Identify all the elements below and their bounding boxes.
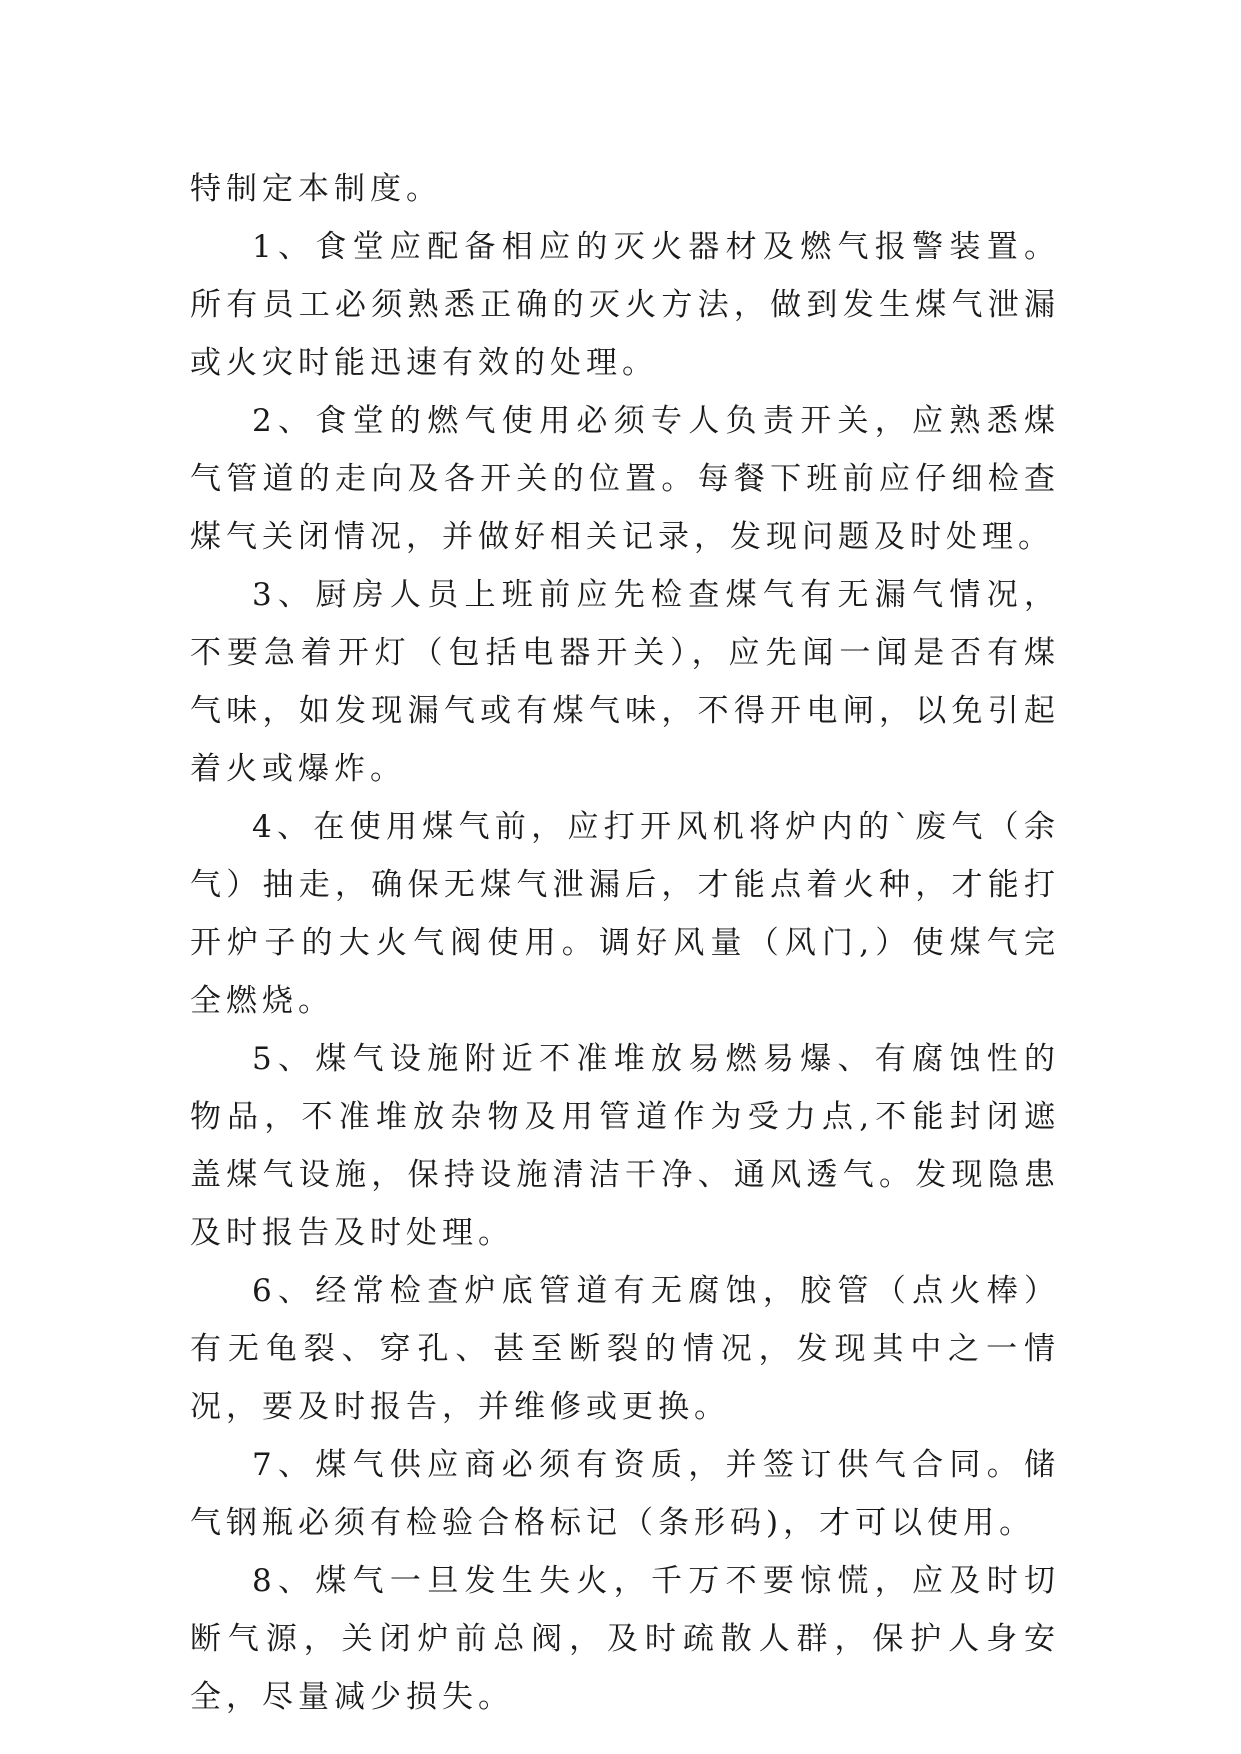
paragraph-rule-8: 8、煤气一旦发生失火，千万不要惊慌，应及时切断气源，关闭炉前总阀，及时疏散人群，保护人身安全，尽量减少损失。 <box>190 1563 1060 1715</box>
paragraph-intro: 特制定本制度。 <box>190 171 442 207</box>
paragraph-rule-7: 7、煤气供应商必须有资质，并签订供气合同。储气钢瓶必须有检验合格标记（条形码)，才可以使用。 <box>190 1447 1060 1541</box>
paragraph-rule-2: 2、食堂的燃气使用必须专人负责开关，应熟悉煤气管道的走向及各开关的位置。每餐下班前应仔细检查煤气关闭情况，并做好相关记录，发现问题及时处理。 <box>190 403 1060 555</box>
paragraph-rule-6: 6、经常检查炉底管道有无腐蚀，胶管（点火棒）有无龟裂、穿孔、甚至断裂的情况，发现其中之一情况，要及时报告，并维修或更换。 <box>190 1273 1060 1425</box>
paragraph-rule-1: 1、食堂应配备相应的灭火器材及燃气报警装置。所有员工必须熟悉正确的灭火方法，做到发生煤气泄漏或火灾时能迅速有效的处理。 <box>190 229 1060 381</box>
paragraph-rule-4: 4、在使用煤气前，应打开风机将炉内的`废气（余气）抽走，确保无煤气泄漏后，才能点着火种，才能打开炉子的大火气阀使用。调好风量（风门,）使煤气完全燃烧。 <box>190 809 1060 1019</box>
paragraph-rule-5: 5、煤气设施附近不准堆放易燃易爆、有腐蚀性的物品，不准堆放杂物及用管道作为受力点,不能封闭遮盖煤气设施，保持设施清洁干净、通风透气。发现隐患及时报告及时处理。 <box>190 1041 1060 1251</box>
paragraph-rule-3: 3、厨房人员上班前应先检查煤气有无漏气情况，不要急着开灯（包括电器开关），应先闻一闻是否有煤气味，如发现漏气或有煤气味，不得开电闸，以免引起着火或爆炸。 <box>190 577 1060 787</box>
document-body <box>190 160 1060 1726</box>
